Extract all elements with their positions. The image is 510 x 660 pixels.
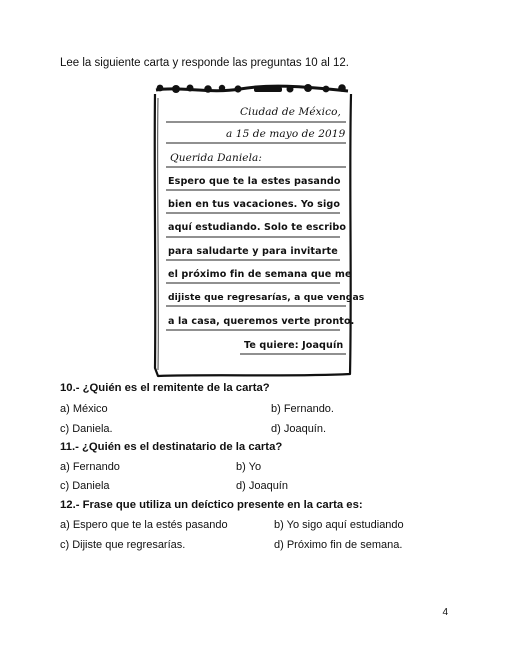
- letter-line: dijiste que regresarías, a que vengas: [168, 292, 365, 303]
- letter-line: a la casa, queremos verte pronto.: [168, 316, 355, 327]
- page-number: 4: [442, 607, 448, 618]
- option-10c: c) Daniela.: [60, 423, 113, 435]
- letter-greeting: Querida Daniela:: [170, 152, 263, 164]
- option-12b: b) Yo sigo aquí estudiando: [274, 519, 404, 531]
- letter-date: a 15 de mayo de 2019: [226, 128, 346, 140]
- option-12c: c) Dijiste que regresarías.: [60, 539, 186, 551]
- option-12d: d) Próximo fin de semana.: [274, 539, 403, 551]
- option-12a: a) Espero que te la estés pasando: [60, 519, 228, 531]
- letter-line: el próximo fin de semana que me: [168, 269, 352, 280]
- letter-notepad: [150, 80, 365, 378]
- letter-line: Espero que te la estes pasando: [168, 176, 341, 187]
- question-12: 12.- Frase que utiliza un deíctico presente en la carta es:: [60, 499, 363, 511]
- instruction-text: Lee la siguiente carta y responde las preguntas 10 al 12.: [60, 57, 349, 69]
- letter-line: para saludarte y para invitarte: [168, 246, 338, 257]
- option-11d: d) Joaquín: [236, 480, 288, 492]
- option-11c: c) Daniela: [60, 480, 110, 492]
- letter-closing: Te quiere: Joaquín: [244, 340, 344, 351]
- option-11a: a) Fernando: [60, 461, 120, 473]
- letter-city: Ciudad de México,: [240, 106, 341, 118]
- question-11: 11.- ¿Quién es el destinatario de la carta?: [60, 441, 283, 453]
- letter-line: aquí estudiando. Solo te escribo: [168, 222, 347, 233]
- option-11b: b) Yo: [236, 461, 262, 473]
- letter-line: bien en tus vacaciones. Yo sigo: [168, 199, 341, 210]
- option-10b: b) Fernando.: [271, 403, 334, 415]
- question-10: 10.- ¿Quién es el remitente de la carta?: [60, 382, 270, 394]
- option-10a: a) México: [60, 403, 108, 415]
- option-10d: d) Joaquín.: [271, 423, 327, 435]
